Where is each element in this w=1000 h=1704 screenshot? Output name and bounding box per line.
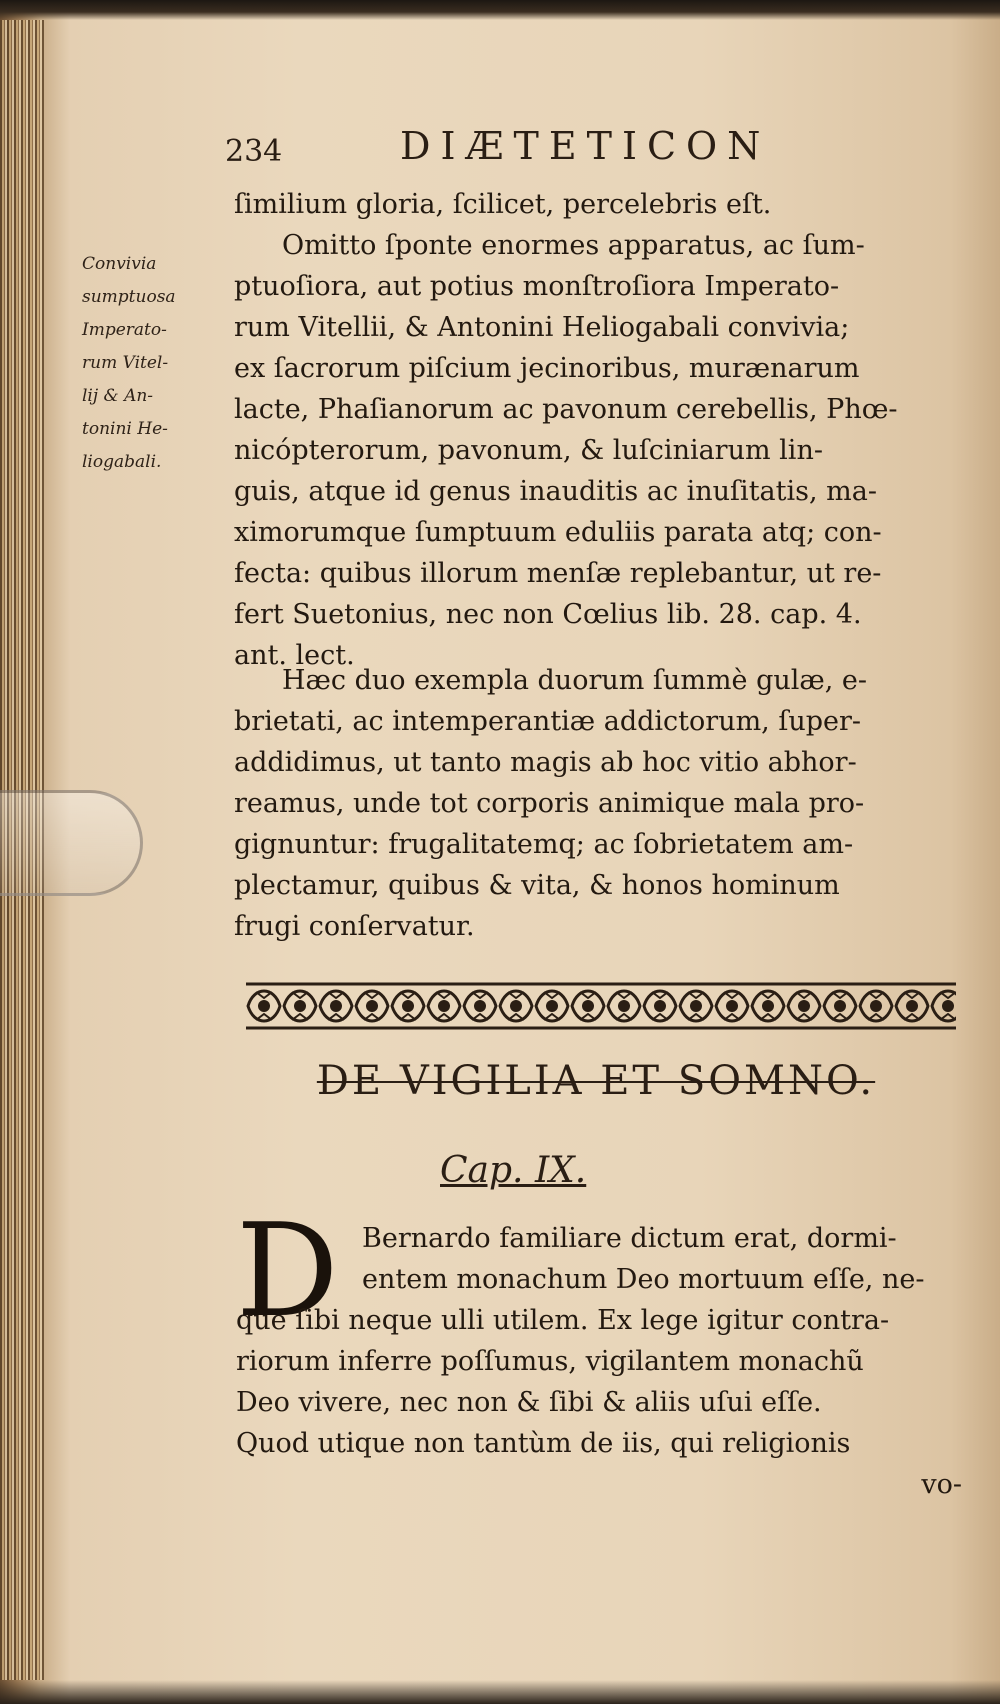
chapter-label: Cap. IX. xyxy=(440,1150,587,1191)
running-header xyxy=(225,120,785,170)
text-line: ximorumque ſumptuum eduliis parata atq; con- xyxy=(234,517,882,548)
paragraph-1 xyxy=(234,184,962,676)
text-line: riorum inferre poſſumus, vigilantem monachũ xyxy=(236,1346,864,1377)
text-line: rum Vitellii, & Antonini Heliogabali convivia; xyxy=(234,312,850,343)
drop-capital: D xyxy=(236,1197,339,1346)
text-line: brietati, ac intemperantiæ addictorum, ſuper- xyxy=(234,706,862,737)
text-line: reamus, unde tot corporis animique mala pro- xyxy=(234,788,865,819)
text-line: Deo vivere, nec non & ſibi & aliis uſui eſſe. xyxy=(236,1387,822,1418)
text-line: lacte, Phaſianorum ac pavonum cerebellis, Phœ- xyxy=(234,394,898,425)
section-title: DE VIGILIA ET SOMNO. xyxy=(316,1058,876,1104)
text-line: guis, atque id genus inauditis ac inuſitatis, ma- xyxy=(234,476,877,507)
text-line: gignuntur: frugalitatemq; ac ſobrietatem am- xyxy=(234,829,854,860)
text-line: Hæc duo exempla duorum ſummè gulæ, e- xyxy=(282,665,868,696)
page-number: 234 xyxy=(225,134,283,169)
text-line: frugi conſervatur. xyxy=(234,911,475,942)
paragraph-3-body xyxy=(236,1300,962,1505)
paragraph-3-opening xyxy=(362,1218,962,1300)
text-line: ex ſacrorum piſcium jecinoribus, murænarum xyxy=(234,353,860,384)
page-bottom-edge xyxy=(0,1680,1000,1704)
text-line: fert Suetonius, nec non Cœlius lib. 28. cap. 4. xyxy=(234,599,862,630)
text-line: plectamur, quibus & vita, & honos hominum xyxy=(234,870,840,901)
text-line: addidimus, ut tanto magis ab hoc vitio abhor- xyxy=(234,747,857,778)
text-line: ſimilium gloria, ſcilicet, percelebris eſt. xyxy=(234,189,772,220)
text-line: nicópterorum, pavonum, & luſciniarum lin- xyxy=(234,435,823,466)
text-line: Omitto ſponte enormes apparatus, ac ſum- xyxy=(282,230,865,261)
ornament-band xyxy=(246,978,956,1034)
text-line: Quod utique non tantùm de iis, qui religionis xyxy=(236,1428,851,1459)
text-line: ant. lect. xyxy=(234,640,355,671)
text-line: fecta: quibus illorum menſæ replebantur, ut re- xyxy=(234,558,882,589)
text-line: Bernardo familiare dictum erat, dormi- xyxy=(362,1223,897,1254)
marginal-note: Convivia sumptuosa Imperato- rum Vitel- lij & An- tonini He- liogabali. xyxy=(82,254,176,472)
text-line: que ſibi neque ulli utilem. Ex lege igitur contra- xyxy=(236,1305,890,1336)
paragraph-2 xyxy=(234,660,962,947)
text-line: ptuoſiora, aut potius monſtroſiora Imperato- xyxy=(234,271,840,302)
bookmark-ribbon xyxy=(0,790,143,896)
running-title: DIÆTETICON xyxy=(400,124,771,168)
catchword: vo- xyxy=(921,1469,962,1500)
text-line: entem monachum Deo mortuum eſſe, ne- xyxy=(362,1264,925,1295)
